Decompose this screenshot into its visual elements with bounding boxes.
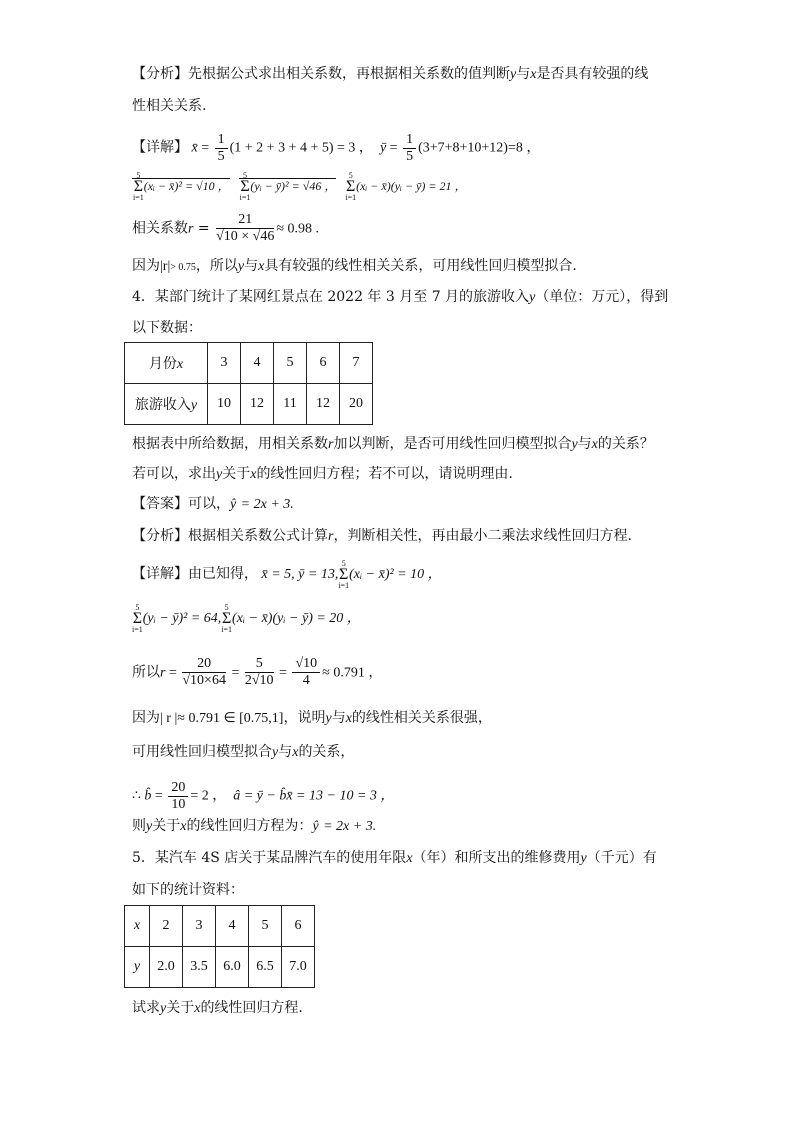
detail-tag: 【详解】 bbox=[132, 566, 188, 583]
xbar: x̄ bbox=[191, 140, 198, 156]
table-cell: 4 bbox=[241, 343, 274, 384]
text: 可用线性回归模型拟合 bbox=[132, 744, 272, 760]
text: 关于 bbox=[166, 1000, 195, 1016]
sigma: 5 Σ i=1 bbox=[221, 603, 233, 634]
var-x: x bbox=[176, 357, 184, 372]
corr-num: 21 bbox=[216, 212, 274, 229]
frac-one-fifth: $\frac{1}{5}$ bbox=[403, 132, 416, 165]
known-values: x̄ = 5, ȳ = 13, bbox=[261, 567, 339, 583]
den: √10×64 bbox=[182, 673, 226, 688]
corr-frac bbox=[216, 212, 274, 245]
r-frac-2 bbox=[245, 656, 274, 689]
text: 的关系， bbox=[298, 744, 355, 760]
analysis-tag: 【分析】 bbox=[132, 528, 188, 544]
table-cell: 11 bbox=[274, 384, 307, 425]
question-5 bbox=[132, 848, 657, 869]
answer-4 bbox=[132, 494, 294, 515]
sum-xx: (xᵢ − x̄)² = √10 ， bbox=[143, 178, 230, 193]
final-line bbox=[132, 816, 376, 837]
analysis-tag: 【分析】 bbox=[132, 66, 188, 82]
detail-4-line1 bbox=[132, 560, 442, 590]
den: 10 bbox=[171, 797, 186, 812]
bhat: b̂ bbox=[144, 788, 152, 804]
table-row bbox=[125, 343, 373, 384]
table-cell: 2.0 bbox=[150, 947, 183, 988]
b-value: = 2 ， bbox=[190, 788, 227, 804]
text: ，所以 bbox=[195, 258, 238, 274]
q4-text: 4．某部门统计了某网红景点在 2022 年 3 月至 7 月的旅游收入 bbox=[132, 289, 530, 305]
r-approx: ≈ 0.791 ， bbox=[322, 665, 383, 681]
table-cell: 6.5 bbox=[249, 947, 282, 988]
row-label-text: 月份 bbox=[148, 356, 177, 372]
row-label-text: 旅游收入 bbox=[134, 397, 191, 413]
because-line bbox=[132, 708, 492, 729]
row-label bbox=[125, 384, 208, 425]
detail-4-line2 bbox=[132, 604, 361, 634]
therefore: ∴ bbox=[132, 788, 141, 804]
text: 的线性回归方程；若不可以，请说明理由. bbox=[256, 466, 513, 482]
text: 因为 bbox=[132, 710, 160, 726]
var-y: y bbox=[325, 711, 332, 726]
var-r: r bbox=[188, 221, 194, 237]
var-x: x bbox=[194, 1001, 201, 1016]
table-cell: 3 bbox=[183, 906, 216, 947]
row-label: y bbox=[125, 947, 150, 988]
var-r: r bbox=[160, 665, 166, 681]
text: 与 bbox=[577, 436, 592, 452]
text: ，说明 bbox=[283, 710, 326, 726]
var-x: x bbox=[530, 67, 537, 82]
var-y: y bbox=[571, 437, 578, 452]
threshold: > 0.75 bbox=[170, 262, 196, 273]
num: 5 bbox=[245, 656, 274, 673]
q5-text-b: （年）和所支出的维修费用 bbox=[412, 850, 581, 866]
analysis-text-b: ，判断相关性，再由最小二乘法求线性回归方程. bbox=[333, 528, 632, 544]
detail-text: 由已知得， bbox=[188, 566, 258, 583]
var-x: x bbox=[406, 851, 413, 866]
table-cell: 6 bbox=[282, 906, 315, 947]
frac-one-fifth: $\frac{1}{5}$ bbox=[215, 132, 228, 165]
answer-tag: 【答案】 bbox=[132, 496, 188, 512]
text: 试求 bbox=[132, 1000, 160, 1016]
ahat: â bbox=[233, 788, 241, 804]
table-cell: 5 bbox=[249, 906, 282, 947]
ybar-expr: (3+7+8+10+12)=8 ， bbox=[418, 140, 541, 156]
analysis-text: 先根据公式求出相关系数，再根据相关系数的值判断 bbox=[188, 66, 510, 82]
table-row bbox=[125, 906, 315, 947]
var-y: y bbox=[237, 259, 245, 274]
text: 加以判断，是否可用线性回归模型拟合 bbox=[333, 436, 572, 452]
sum-yy: (yᵢ − ȳ)² = √46 ， bbox=[250, 178, 337, 193]
xbar-expr: (1 + 2 + 3 + 4 + 5) = 3 ， bbox=[229, 140, 373, 156]
corr-den: √10 × √46 bbox=[216, 229, 275, 244]
analysis-1-line2: 性相关关系. bbox=[132, 98, 207, 114]
text: 根据表中所给数据，用相关系数 bbox=[132, 436, 328, 452]
text: 则 bbox=[132, 818, 146, 834]
table-cell: 6.0 bbox=[216, 947, 249, 988]
analysis-text: 根据相关系数公式计算 bbox=[188, 528, 328, 544]
var-r: r bbox=[328, 437, 334, 452]
table-cell: 12 bbox=[307, 384, 340, 425]
text: 与 bbox=[278, 744, 293, 760]
q5-text: 5．某汽车 4S 店关于某品牌汽车的使用年限 bbox=[132, 850, 407, 866]
sum-xy-text: (xᵢ − x̄)(yᵢ − ȳ) = 21 ， bbox=[356, 178, 467, 193]
detail-tag: 【详解】 bbox=[132, 139, 188, 156]
table-row bbox=[125, 384, 373, 425]
text: 所以 bbox=[132, 664, 160, 681]
table-cell: 7 bbox=[340, 343, 373, 384]
sum-yy: (yᵢ − ȳ)² = 64, bbox=[142, 611, 222, 627]
text: 与 bbox=[516, 66, 531, 82]
var-y: y bbox=[272, 745, 279, 760]
sigma: 5 Σ i=1 bbox=[338, 559, 350, 590]
yhat: ŷ bbox=[230, 497, 237, 512]
sigma: 5 Σ i=1 bbox=[132, 603, 143, 634]
q5-ask bbox=[132, 998, 303, 1019]
corr-approx: ≈ 0.98 . bbox=[276, 221, 320, 237]
q4-table bbox=[124, 342, 373, 425]
question-4 bbox=[132, 287, 668, 308]
table-cell: 4 bbox=[216, 906, 249, 947]
sum-xy: 5 Σ i=1(xᵢ − x̄)(yᵢ − ȳ) = 21 ， bbox=[345, 171, 467, 202]
table-cell: 6 bbox=[307, 343, 340, 384]
var-y: y bbox=[580, 851, 587, 866]
q4-text-b: （单位：万元），得到 bbox=[535, 289, 669, 305]
sqrt-sum-xx: 5 Σ i=1(xᵢ − x̄)² = √10 ， bbox=[133, 171, 230, 202]
text: 的线性回归方程. bbox=[200, 1000, 303, 1016]
text: 具有较强的线性相关关系，可用线性回归模型拟合. bbox=[264, 258, 577, 274]
row-label bbox=[125, 343, 208, 384]
table-cell: 5 bbox=[274, 343, 307, 384]
ybar: ȳ bbox=[379, 140, 387, 156]
question-4-line2: 以下数据： bbox=[132, 320, 202, 336]
var-x: x bbox=[591, 437, 598, 452]
num: 20 bbox=[182, 656, 226, 673]
var-x: x bbox=[180, 819, 187, 834]
sqrt-sum-yy: 5 Σ i=1(yᵢ − ȳ)² = √46 ， bbox=[239, 171, 337, 202]
detail-1: 【详解】 x̄ = $\frac{1}{5}$ (1 + 2 + 3 + 4 + 5) = 3 ， ȳ = $\frac{1}{5}$ (3+7+8+10+12)=8 ， bbox=[132, 132, 541, 164]
row-label: x bbox=[125, 906, 150, 947]
question-5-line2: 如下的统计资料： bbox=[132, 882, 244, 898]
table-cell: 10 bbox=[208, 384, 241, 425]
var-x: x bbox=[250, 467, 257, 482]
table-cell: 7.0 bbox=[282, 947, 315, 988]
var-x: x bbox=[345, 711, 352, 726]
var-y: y bbox=[146, 819, 153, 834]
text: 与 bbox=[244, 258, 259, 274]
num: 20 bbox=[168, 780, 188, 797]
den: 2√10 bbox=[244, 673, 274, 688]
table-row bbox=[125, 947, 315, 988]
coef-line: ∴ b̂ = $\frac{20}{10}$ = 2 ， â = ȳ − b̂x̄ = 13 − 10 = 3 ， bbox=[132, 780, 395, 812]
table-cell: 2 bbox=[150, 906, 183, 947]
var-r: r bbox=[328, 529, 334, 544]
r-frac-1 bbox=[182, 656, 226, 689]
conclusion-1 bbox=[132, 256, 577, 278]
r-computation: 所以r = $\frac{20}{√10\times 64}$ = $\frac{5}{2√10}$ = $\frac{√10}{4}$ ≈ 0.791 ， bbox=[132, 656, 383, 688]
sum-xx: (xᵢ − x̄)² = 10 ， bbox=[349, 567, 442, 583]
abs-r: |r| bbox=[160, 259, 171, 274]
answer-eq: = 2x + 3. bbox=[240, 497, 294, 512]
var-y: y bbox=[190, 398, 198, 413]
table-cell: 3 bbox=[208, 343, 241, 384]
text: 因为 bbox=[132, 258, 160, 274]
table-cell: 20 bbox=[340, 384, 373, 425]
text: 关于 bbox=[152, 818, 181, 834]
can-fit-line bbox=[132, 742, 354, 763]
q5-text-c: （千元）有 bbox=[586, 850, 657, 866]
text: 的线性相关关系很强， bbox=[351, 710, 492, 726]
analysis-4 bbox=[132, 526, 632, 547]
table-cell: 3.5 bbox=[183, 947, 216, 988]
sum-xy: (xᵢ − x̄)(yᵢ − ȳ) = 20 ， bbox=[232, 611, 361, 627]
var-y: y bbox=[216, 467, 223, 482]
text: 是否具有较强的线 bbox=[536, 66, 649, 82]
text: 的线性回归方程为： bbox=[186, 818, 313, 834]
text: 与 bbox=[331, 710, 346, 726]
yhat: ŷ bbox=[312, 819, 319, 834]
text: 若可以，求出 bbox=[132, 466, 216, 482]
answer-text: 可以， bbox=[188, 496, 230, 512]
var-x: x bbox=[258, 259, 265, 274]
b-frac bbox=[168, 780, 188, 813]
q4-ask-2 bbox=[132, 464, 513, 485]
var-y: y bbox=[510, 67, 517, 82]
q4-ask-1 bbox=[132, 434, 654, 455]
text: 的关系？ bbox=[597, 436, 654, 452]
detail-1-sums bbox=[132, 172, 466, 202]
num: √10 bbox=[292, 656, 320, 673]
table-cell: 12 bbox=[241, 384, 274, 425]
final-eq: = 2x + 3. bbox=[323, 819, 377, 834]
den: 4 bbox=[302, 673, 310, 688]
corr-line: 相关系数r = $\frac{21}{√10 \times √46}$ ≈ 0.98 . bbox=[132, 212, 320, 244]
var-y: y bbox=[529, 290, 536, 305]
analysis-1 bbox=[132, 64, 648, 85]
text: 关于 bbox=[222, 466, 251, 482]
q5-table bbox=[124, 905, 315, 988]
a-expr: = ȳ − b̂x̄ = 13 − 10 = 3 ， bbox=[243, 788, 395, 804]
var-x: x bbox=[292, 745, 299, 760]
r-interval: | r |≈ 0.791 ∈ [0.75,1] bbox=[160, 711, 284, 726]
var-y: y bbox=[160, 1001, 167, 1016]
r-frac-3 bbox=[292, 656, 320, 689]
corr-label: 相关系数 bbox=[132, 220, 188, 237]
